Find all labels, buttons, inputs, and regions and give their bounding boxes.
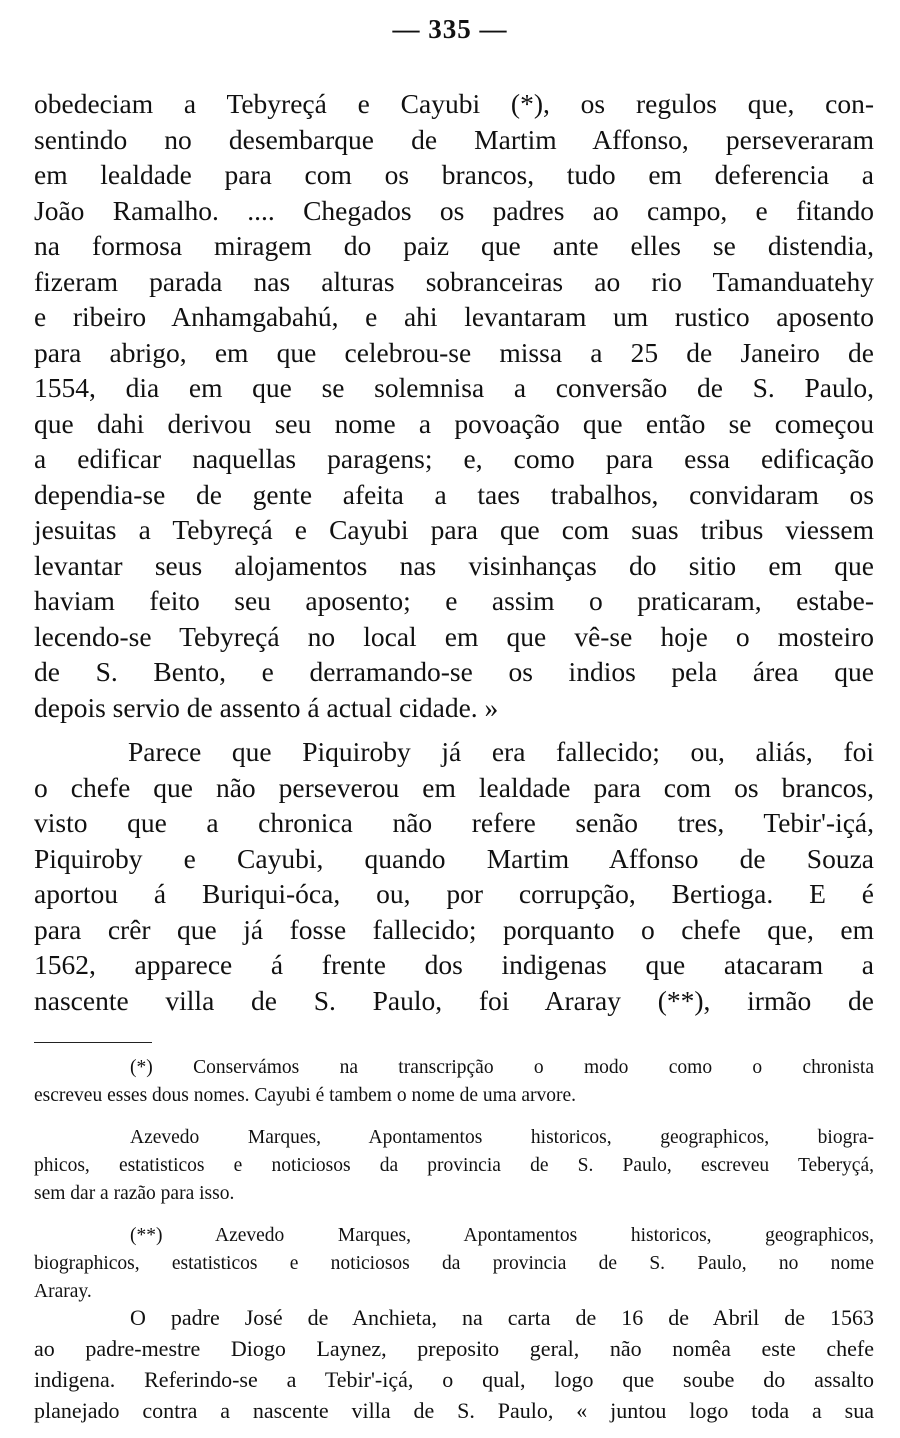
text-line: planejado contra a nascente villa de S. Paulo, « juntou logo toda a sua — [34, 1398, 874, 1423]
text-line: sentindo no desembarque de Martim Affonso, perseveraram — [34, 123, 874, 155]
footnote-line: sem dar a razão para isso. — [34, 1183, 235, 1204]
footnote-1 — [34, 1054, 874, 1110]
text-line: que dahi derivou seu nome a povoação que então se começou — [34, 407, 874, 439]
text-line: indigena. Referindo-se a Tebir'-içá, o qual, logo que soube do assalto — [34, 1367, 874, 1392]
text-line: visto que a chronica não refere senão tres, Tebir'-içá, — [34, 807, 874, 838]
text-line: depois servio de assento á actual cidade. » — [34, 691, 499, 723]
paragraph-1 — [34, 86, 874, 725]
text-line: aportou á Buriqui-óca, ou, por corrupção, Bertioga. E é — [34, 878, 874, 909]
text-line: nascente villa de S. Paulo, foi Araray (**), irmão de — [34, 984, 874, 1016]
footnote-line: Araray. — [34, 1281, 92, 1302]
paragraph-2 — [34, 734, 874, 1018]
footnotes — [34, 1054, 874, 1306]
text-line: 1554, dia em que se solemnisa a conversão de S. Paulo, — [34, 372, 874, 403]
footnote-2 — [34, 1222, 874, 1306]
footnote-line: (**) Azevedo Marques, Apontamentos historicos, geographicos, — [130, 1225, 874, 1246]
page-number: — 335 — — [392, 14, 508, 44]
footnote-line: Azevedo Marques, Apontamentos historicos, geographicos, biogra- — [130, 1127, 874, 1148]
text-line: o chefe que não perseverou em lealdade para com os brancos, — [34, 771, 874, 803]
text-line: obedeciam a Tebyreçá e Cayubi (*), os regulos que, con- — [34, 88, 874, 119]
text-line: em lealdade para com os brancos, tudo em deferencia a — [34, 159, 874, 190]
text-line: Parece que Piquiroby já era fallecido; ou, aliás, foi — [128, 736, 874, 767]
text-line: lecendo-se Tebyreçá no local em que vê-se hoje o mosteiro — [34, 620, 874, 652]
text-line: haviam feito seu aposento; e assim o praticaram, estabe- — [34, 585, 874, 616]
footnote-line: biographicos, estatisticos e noticiosos da provincia de S. Paulo, no nome — [34, 1253, 874, 1274]
text-line: de S. Bento, e derramando-se os indios pela área que — [34, 656, 874, 687]
text-line: na formosa miragem do paiz que ante elles se distendia, — [34, 230, 874, 261]
text-line: jesuitas a Tebyreçá e Cayubi para que com suas tribus viessem — [34, 514, 874, 545]
footnote-1-continued — [34, 1124, 874, 1208]
text-line: Piquiroby e Cayubi, quando Martim Affonso de Souza — [34, 842, 874, 874]
text-line: O padre José de Anchieta, na carta de 16 de Abril de 1563 — [130, 1305, 874, 1330]
text-line: levantar seus alojamentos nas visinhanças do sitio em que — [34, 549, 874, 581]
text-line: fizeram parada nas alturas sobranceiras ao rio Tamanduatehy — [34, 265, 874, 297]
text-line: e ribeiro Anhamgabahú, e ahi levantaram um rustico aposento — [34, 301, 874, 332]
footnote-line: escreveu esses dous nomes. Cayubi é tambem o nome de uma arvore. — [34, 1085, 577, 1106]
main-text — [34, 86, 874, 1018]
text-line: para crêr que já fosse fallecido; porquanto o chefe que, em — [34, 913, 874, 945]
footnote-line: phicos, estatisticos e noticiosos da provincia de S. Paulo, escreveu Teberyçá, — [34, 1155, 874, 1176]
footnote-divider — [34, 1042, 152, 1043]
paragraph-3 — [34, 1302, 874, 1426]
text-line: João Ramalho. .... Chegados os padres ao campo, e fitando — [34, 194, 874, 226]
text-line: a edificar naquellas paragens; e, como para essa edificação — [34, 443, 874, 474]
footnote-line: (*) Conservámos na transcripção o modo como o chronista — [130, 1057, 874, 1078]
text-line: dependia-se de gente afeita a taes trabalhos, convidaram os — [34, 478, 874, 510]
text-line: para abrigo, em que celebrou-se missa a 25 de Janeiro de — [34, 336, 874, 368]
text-line: 1562, apparece á frente dos indigenas que atacaram a — [34, 949, 874, 980]
text-line: ao padre-mestre Diogo Laynez, preposito geral, não nomêa este chefe — [34, 1336, 874, 1361]
